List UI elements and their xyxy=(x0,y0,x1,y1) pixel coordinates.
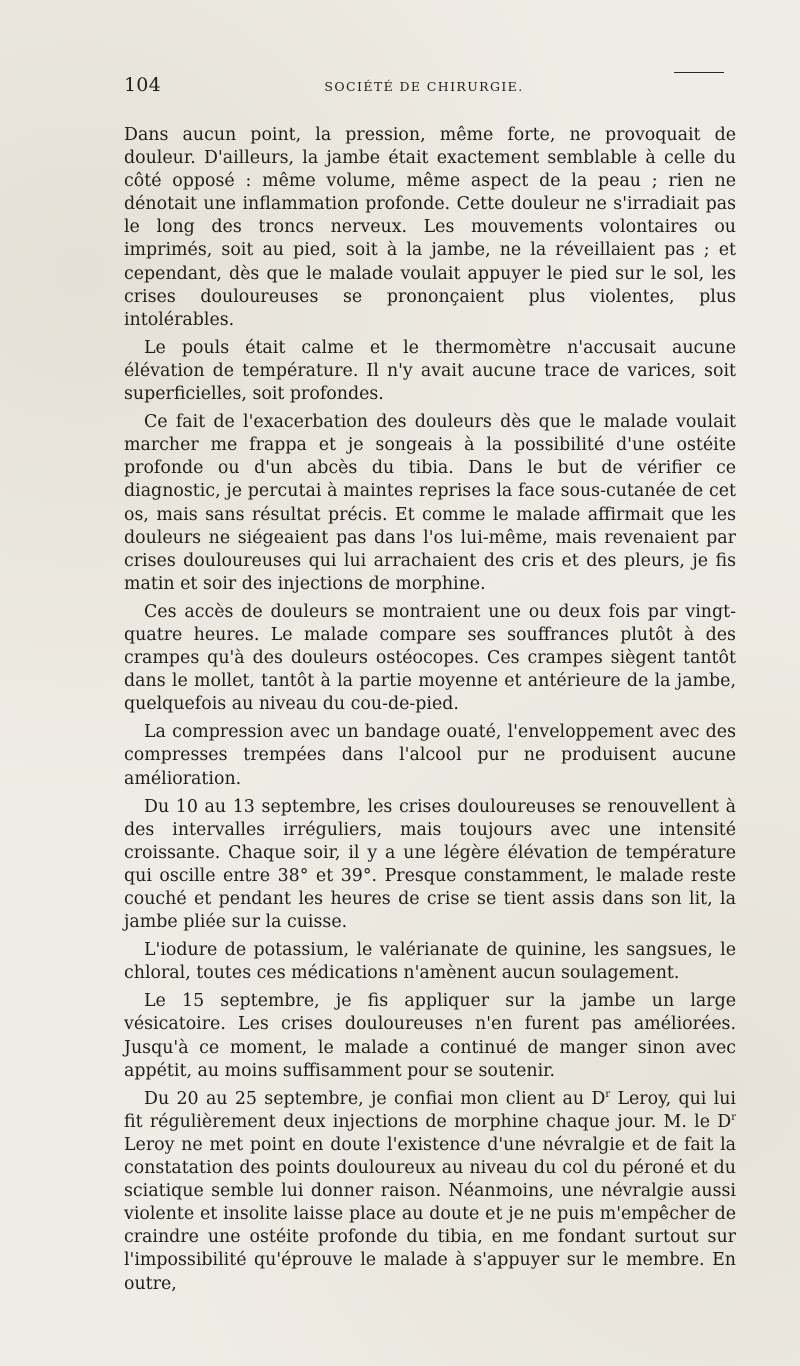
page-number: 104 xyxy=(124,74,161,96)
paragraph-5: La compression avec un bandage ouaté, l'enveloppement avec des compresses trempées dans l'alcool pur ne produisent aucune amélioration. xyxy=(124,722,736,789)
paragraph-9-part-2: Leroy, qui lui fit régulièrement deux injections de morphine chaque jour. M. le D xyxy=(124,1088,736,1132)
paragraph-9 xyxy=(124,1088,736,1296)
paragraph-9-part-3: Leroy ne met point en doute l'existence d'une névralgie et de fait la constatation des points douloureux au niveau du col du péroné et du sciatique semble lui donner raison. Néanmoins, une névralgie aussi violente et insolite laisse place au doute et je ne puis m'empêcher de craindre une ostéite profonde du tibia, en me fondant surtout sur l'impossibilité qu'éprouve le malade à s'appuyer sur le membre. En outre, xyxy=(124,1134,736,1294)
running-head: SOCIÉTÉ DE CHIRURGIE. xyxy=(324,79,524,94)
paragraph-1: Dans aucun point, la pression, même forte, ne provoquait de douleur. D'ailleurs, la jambe était exactement semblable à celle du côté opposé : même volume, même aspect de la peau ; rien ne dénotait une inflammation profonde. Cette douleur ne s'irradiait pas le long des troncs nerveux. Les mouvements volontaires ou imprimés, soit au pied, soit à la jambe, ne la réveillaient pas ; et cependant, dès que le malade voulait appuyer le pied sur le sol, les crises douloureuses se prononçaient plus violentes, plus intolérables. xyxy=(124,125,736,330)
paragraph-7: L'iodure de potassium, le valérianate de quinine, les sangsues, le chloral, toutes ces médications n'amènent aucun soulagement. xyxy=(124,940,736,984)
paragraph-9-part-1: Du 20 au 25 septembre, je confiai mon client au D xyxy=(144,1088,606,1109)
doctor-superscript-2: r xyxy=(731,1112,736,1124)
paragraph-4: Ces accès de douleurs se montraient une ou deux fois par vingt-quatre heures. Le malade compare ses souffrances plutôt à des crampes qu'à des douleurs ostéocopes. Ces crampes siègent tantôt dans le mollet, tantôt à la partie moyenne et antérieure de la jambe, quelquefois au niveau du cou-de-pied. xyxy=(124,601,736,715)
doctor-superscript-1: r xyxy=(605,1088,611,1100)
header-rule xyxy=(674,72,724,73)
paragraph-3: Ce fait de l'exacerbation des douleurs dès que le malade voulait marcher me frappa et je songeais à la possibilité d'une ostéite profonde ou d'un abcès du tibia. Dans le but de vérifier ce diagnostic, je percutai à maintes reprises la face sous-cutanée de cet os, mais sans résultat précis. Et comme le malade affirmait que les douleurs ne siégeaient pas dans l'os lui-même, mais revenaient par crises douloureuses qui lui arrachaient des cris et des pleurs, je fis matin et soir des injections de morphine. xyxy=(124,412,736,594)
body-text xyxy=(124,124,736,1301)
page-header xyxy=(124,72,724,100)
paragraph-8: Le 15 septembre, je fis appliquer sur la jambe un large vésicatoire. Les crises douloureuses n'en furent pas améliorées. Jusqu'à ce moment, le malade a continué de manger sinon avec appétit, au moins suffisamment pour se soutenir. xyxy=(124,991,736,1081)
paragraph-6: Du 10 au 13 septembre, les crises douloureuses se renouvellent à des intervalles irréguliers, mais toujours avec une intensité croissante. Chaque soir, il y a une légère élévation de température qui oscille entre 38° et 39°. Presque constamment, le malade reste couché et pendant les heures de crise se tient assis dans son lit, la jambe pliée sur la cuisse. xyxy=(124,796,736,933)
paragraph-2: Le pouls était calme et le thermomètre n'accusait aucune élévation de température. Il n'y avait aucune trace de varices, soit superficielles, soit profondes. xyxy=(124,337,736,405)
